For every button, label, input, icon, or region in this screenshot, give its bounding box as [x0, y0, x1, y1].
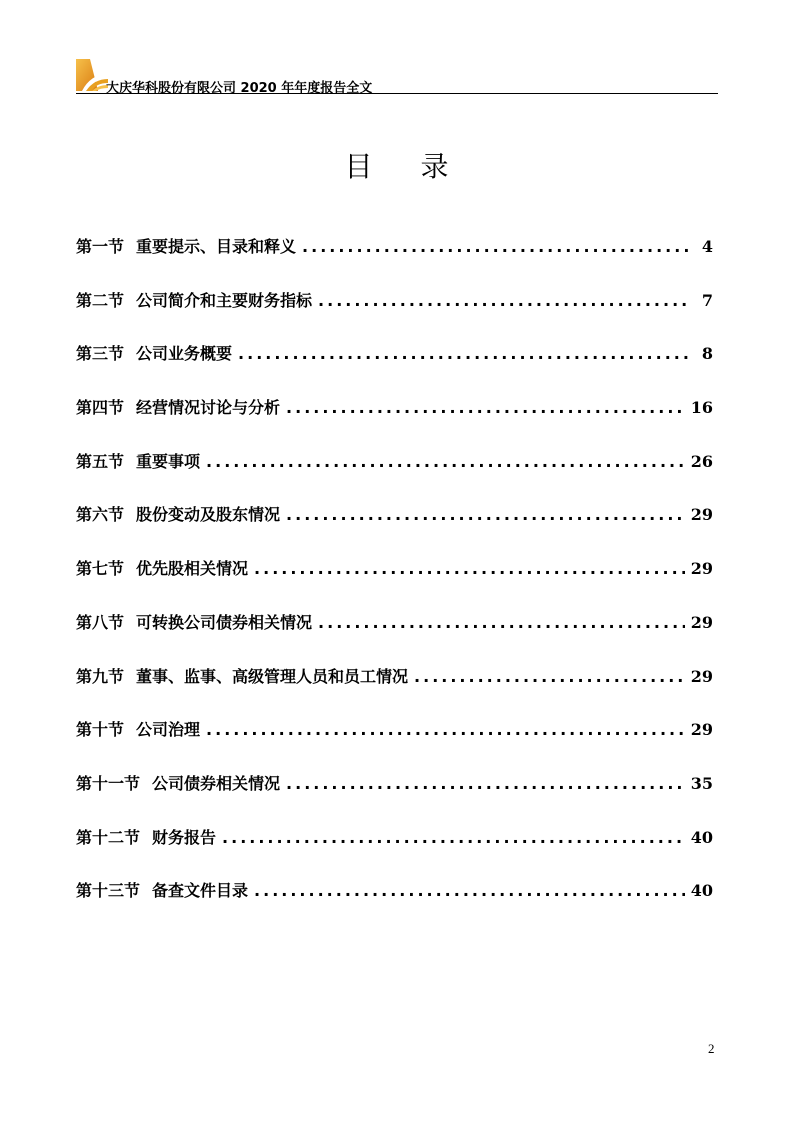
toc-dot-leader	[222, 828, 685, 847]
toc-page-number: 35	[690, 773, 713, 793]
toc-section-label: 第七节	[76, 559, 125, 579]
toc-section-title: 公司债券相关情况	[152, 773, 281, 793]
toc-section-label: 第二节	[76, 290, 125, 310]
toc-section-label: 第六节	[76, 505, 125, 525]
toc-dot-leader	[254, 881, 685, 900]
toc-section-title: 重要提示、目录和释义	[136, 237, 297, 256]
toc-page-number: 29	[690, 666, 713, 686]
toc-item-4[interactable]	[76, 395, 713, 449]
toc-section-label: 第五节	[76, 451, 125, 471]
toc-section-label: 第十三节	[76, 881, 141, 901]
toc-section-title: 重要事项	[136, 451, 201, 471]
toc-section-title: 公司治理	[136, 720, 201, 740]
toc-section-label: 第八节	[76, 612, 125, 632]
toc-dot-leader	[286, 505, 685, 524]
toc-dot-leader	[414, 667, 685, 686]
toc-section-title: 董事、监事、高级管理人员和员工情况	[136, 666, 409, 686]
toc-item-6[interactable]	[76, 502, 713, 556]
page-header	[76, 55, 718, 95]
toc-section-title: 优先股相关情况	[136, 559, 249, 579]
header-title: 大庆华科股份有限公司 2020 年年度报告全文	[106, 81, 373, 96]
toc-section-label: 第一节	[76, 237, 125, 256]
toc-page-number: 29	[690, 505, 713, 525]
toc-section-label: 第十二节	[76, 827, 141, 847]
toc-page-number: 40	[690, 827, 713, 847]
toc-dot-leader	[302, 237, 689, 256]
toc-item-2[interactable]	[76, 288, 713, 342]
toc-dot-leader	[206, 452, 685, 471]
toc-section-title: 股份变动及股东情况	[136, 505, 281, 525]
toc-page-number: 40	[690, 881, 713, 901]
toc-section-title: 财务报告	[152, 827, 217, 847]
toc-section-title: 经营情况讨论与分析	[136, 398, 281, 418]
sunrise-logo-icon	[76, 55, 110, 91]
toc-section-title: 公司业务概要	[136, 344, 233, 364]
toc-page-number: 4	[701, 237, 713, 256]
toc-section-title: 公司简介和主要财务指标	[136, 290, 313, 310]
toc-item-8[interactable]	[76, 610, 713, 664]
toc-item-5[interactable]	[76, 449, 713, 503]
toc-dot-leader	[238, 344, 689, 363]
toc-dot-leader	[286, 774, 685, 793]
toc-section-title: 备查文件目录	[152, 881, 249, 901]
toc-section-label: 第九节	[76, 666, 125, 686]
toc-item-1[interactable]	[76, 234, 713, 288]
toc-dot-leader	[254, 559, 685, 578]
toc-dot-leader	[206, 720, 685, 739]
toc-section-label: 第十一节	[76, 773, 141, 793]
toc-item-7[interactable]	[76, 556, 713, 610]
header-divider	[76, 93, 718, 94]
toc-page-number: 29	[690, 559, 713, 579]
toc-section-title: 可转换公司债券相关情况	[136, 612, 313, 632]
toc-page-number: 26	[690, 451, 713, 471]
toc-item-9[interactable]	[76, 664, 713, 718]
toc-item-13[interactable]	[76, 878, 713, 932]
toc-page-number: 7	[701, 290, 713, 310]
toc-item-11[interactable]	[76, 771, 713, 825]
table-of-contents	[76, 234, 713, 932]
toc-page-number: 16	[690, 398, 713, 418]
toc-page-number: 8	[701, 344, 713, 364]
page-number: 2	[708, 1041, 715, 1056]
toc-dot-leader	[318, 291, 689, 310]
toc-section-label: 第十节	[76, 720, 125, 740]
toc-section-label: 第三节	[76, 344, 125, 364]
toc-section-label: 第四节	[76, 398, 125, 418]
toc-item-12[interactable]	[76, 825, 713, 879]
page-title: 目录	[344, 150, 497, 183]
toc-page-number: 29	[690, 612, 713, 632]
toc-item-3[interactable]	[76, 341, 713, 395]
toc-dot-leader	[286, 398, 685, 417]
toc-page-number: 29	[690, 720, 713, 740]
toc-dot-leader	[318, 613, 685, 632]
toc-item-10[interactable]	[76, 717, 713, 771]
